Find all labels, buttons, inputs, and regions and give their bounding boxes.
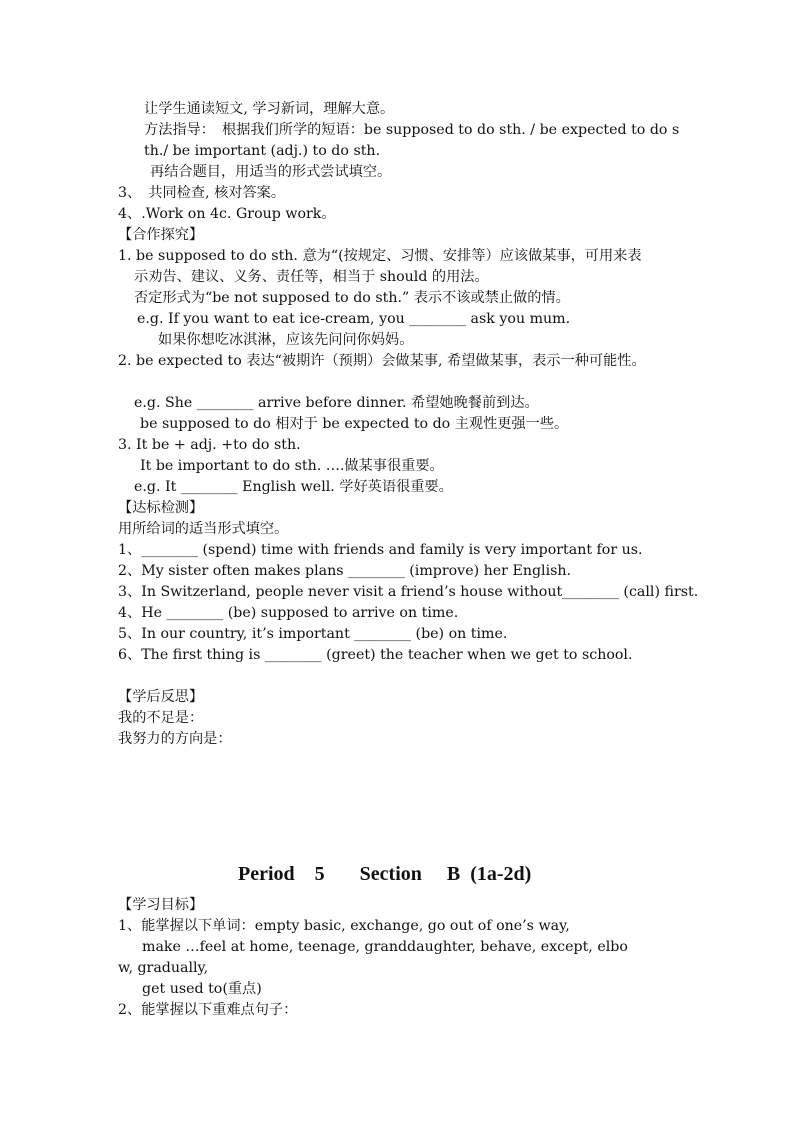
coop-item3-line2: It be important to do sth. ….做某事很重要。 [140, 458, 444, 474]
assessment-item-1: 1、________ (spend) time with friends and family is very important for us. [118, 542, 643, 558]
reflection-shortcoming: 我的不足是： [118, 710, 204, 726]
coop-item1-line1: 1. be supposed to do sth. 意为“(按规定、习惯、安排等）应该做某事，可用来表 [118, 248, 642, 264]
method-guide-line3: 再结合题目，用适当的形式尝试填空。 [150, 164, 392, 180]
coop-item1-line2: 示劝告、建议、义务、责任等，相当于 should 的用法。 [134, 269, 489, 285]
step3-check: 3、 共同检查, 核对答案。 [118, 185, 286, 201]
coop-item1-line3: 否定形式为“be not supposed to do sth.” 表示不该或禁止做的情。 [134, 290, 570, 306]
cooperative-heading: 【合作探究】 [118, 227, 204, 243]
assessment-item-2: 2、My sister often makes plans ________ (improve) her English. [118, 563, 572, 579]
goal1-line2: make …feel at home, teenage, granddaughter, behave, except, elbo [142, 939, 628, 955]
assessment-item-4: 4、He ________ (be) supposed to arrive on time. [118, 605, 459, 621]
coop-item3-example: e.g. It ________ English well. 学好英语很重要。 [134, 479, 453, 495]
goal2: 2、能掌握以下重难点句子： [118, 1002, 298, 1018]
goal1-line1: 1、能掌握以下单词：empty basic, exchange, go out of one’s way, [118, 918, 570, 934]
assessment-item-6: 6、The first thing is ________ (greet) the teacher when we get to school. [118, 647, 633, 663]
goal1-line4: get used to(重点) [142, 981, 262, 997]
reflection-heading: 【学后反思】 [118, 689, 204, 705]
assessment-item-3: 3、In Switzerland, people never visit a friend’s house without________ (call) first. [118, 584, 699, 600]
assessment-item-5: 5、In our country, it’s important ________ (be) on time. [118, 626, 508, 642]
coop-item3-line1: 3. It be + adj. +to do sth. [118, 437, 301, 453]
goals-heading: 【学习目标】 [118, 897, 204, 913]
coop-item2-line1: 2. be expected to 表达“被期许（预期）会做某事, 希望做某事，表示一种可能性。 [118, 353, 646, 369]
reflection-direction: 我努力的方向是： [118, 731, 232, 747]
coop-item2-note: be supposed to do 相对于 be expected to do 主观性更强一些。 [140, 416, 569, 432]
method-guide-line1: 方法指导： 根据我们所学的短语：be supposed to do sth. / be expected to do s [144, 122, 680, 138]
method-guide-line2: th./ be important (adj.) to do sth. [144, 143, 381, 159]
assessment-instruction: 用所给词的适当形式填空。 [118, 521, 289, 537]
coop-item1-translation: 如果你想吃冰淇淋，应该先问问你妈妈。 [158, 332, 414, 348]
coop-item1-example: e.g. If you want to eat ice-cream, you ________ ask you mum. [137, 311, 571, 327]
goal1-line3: w, gradually, [118, 960, 209, 976]
period-title: Period 5 Section B (1a-2d) [238, 863, 532, 885]
assessment-heading: 【达标检测】 [118, 500, 204, 516]
step4-work: 4、.Work on 4c. Group work。 [118, 206, 336, 222]
coop-item2-example: e.g. She ________ arrive before dinner. 希望她晚餐前到达。 [134, 395, 539, 411]
step2-intro: 让学生通读短文, 学习新词，理解大意。 [144, 101, 395, 117]
